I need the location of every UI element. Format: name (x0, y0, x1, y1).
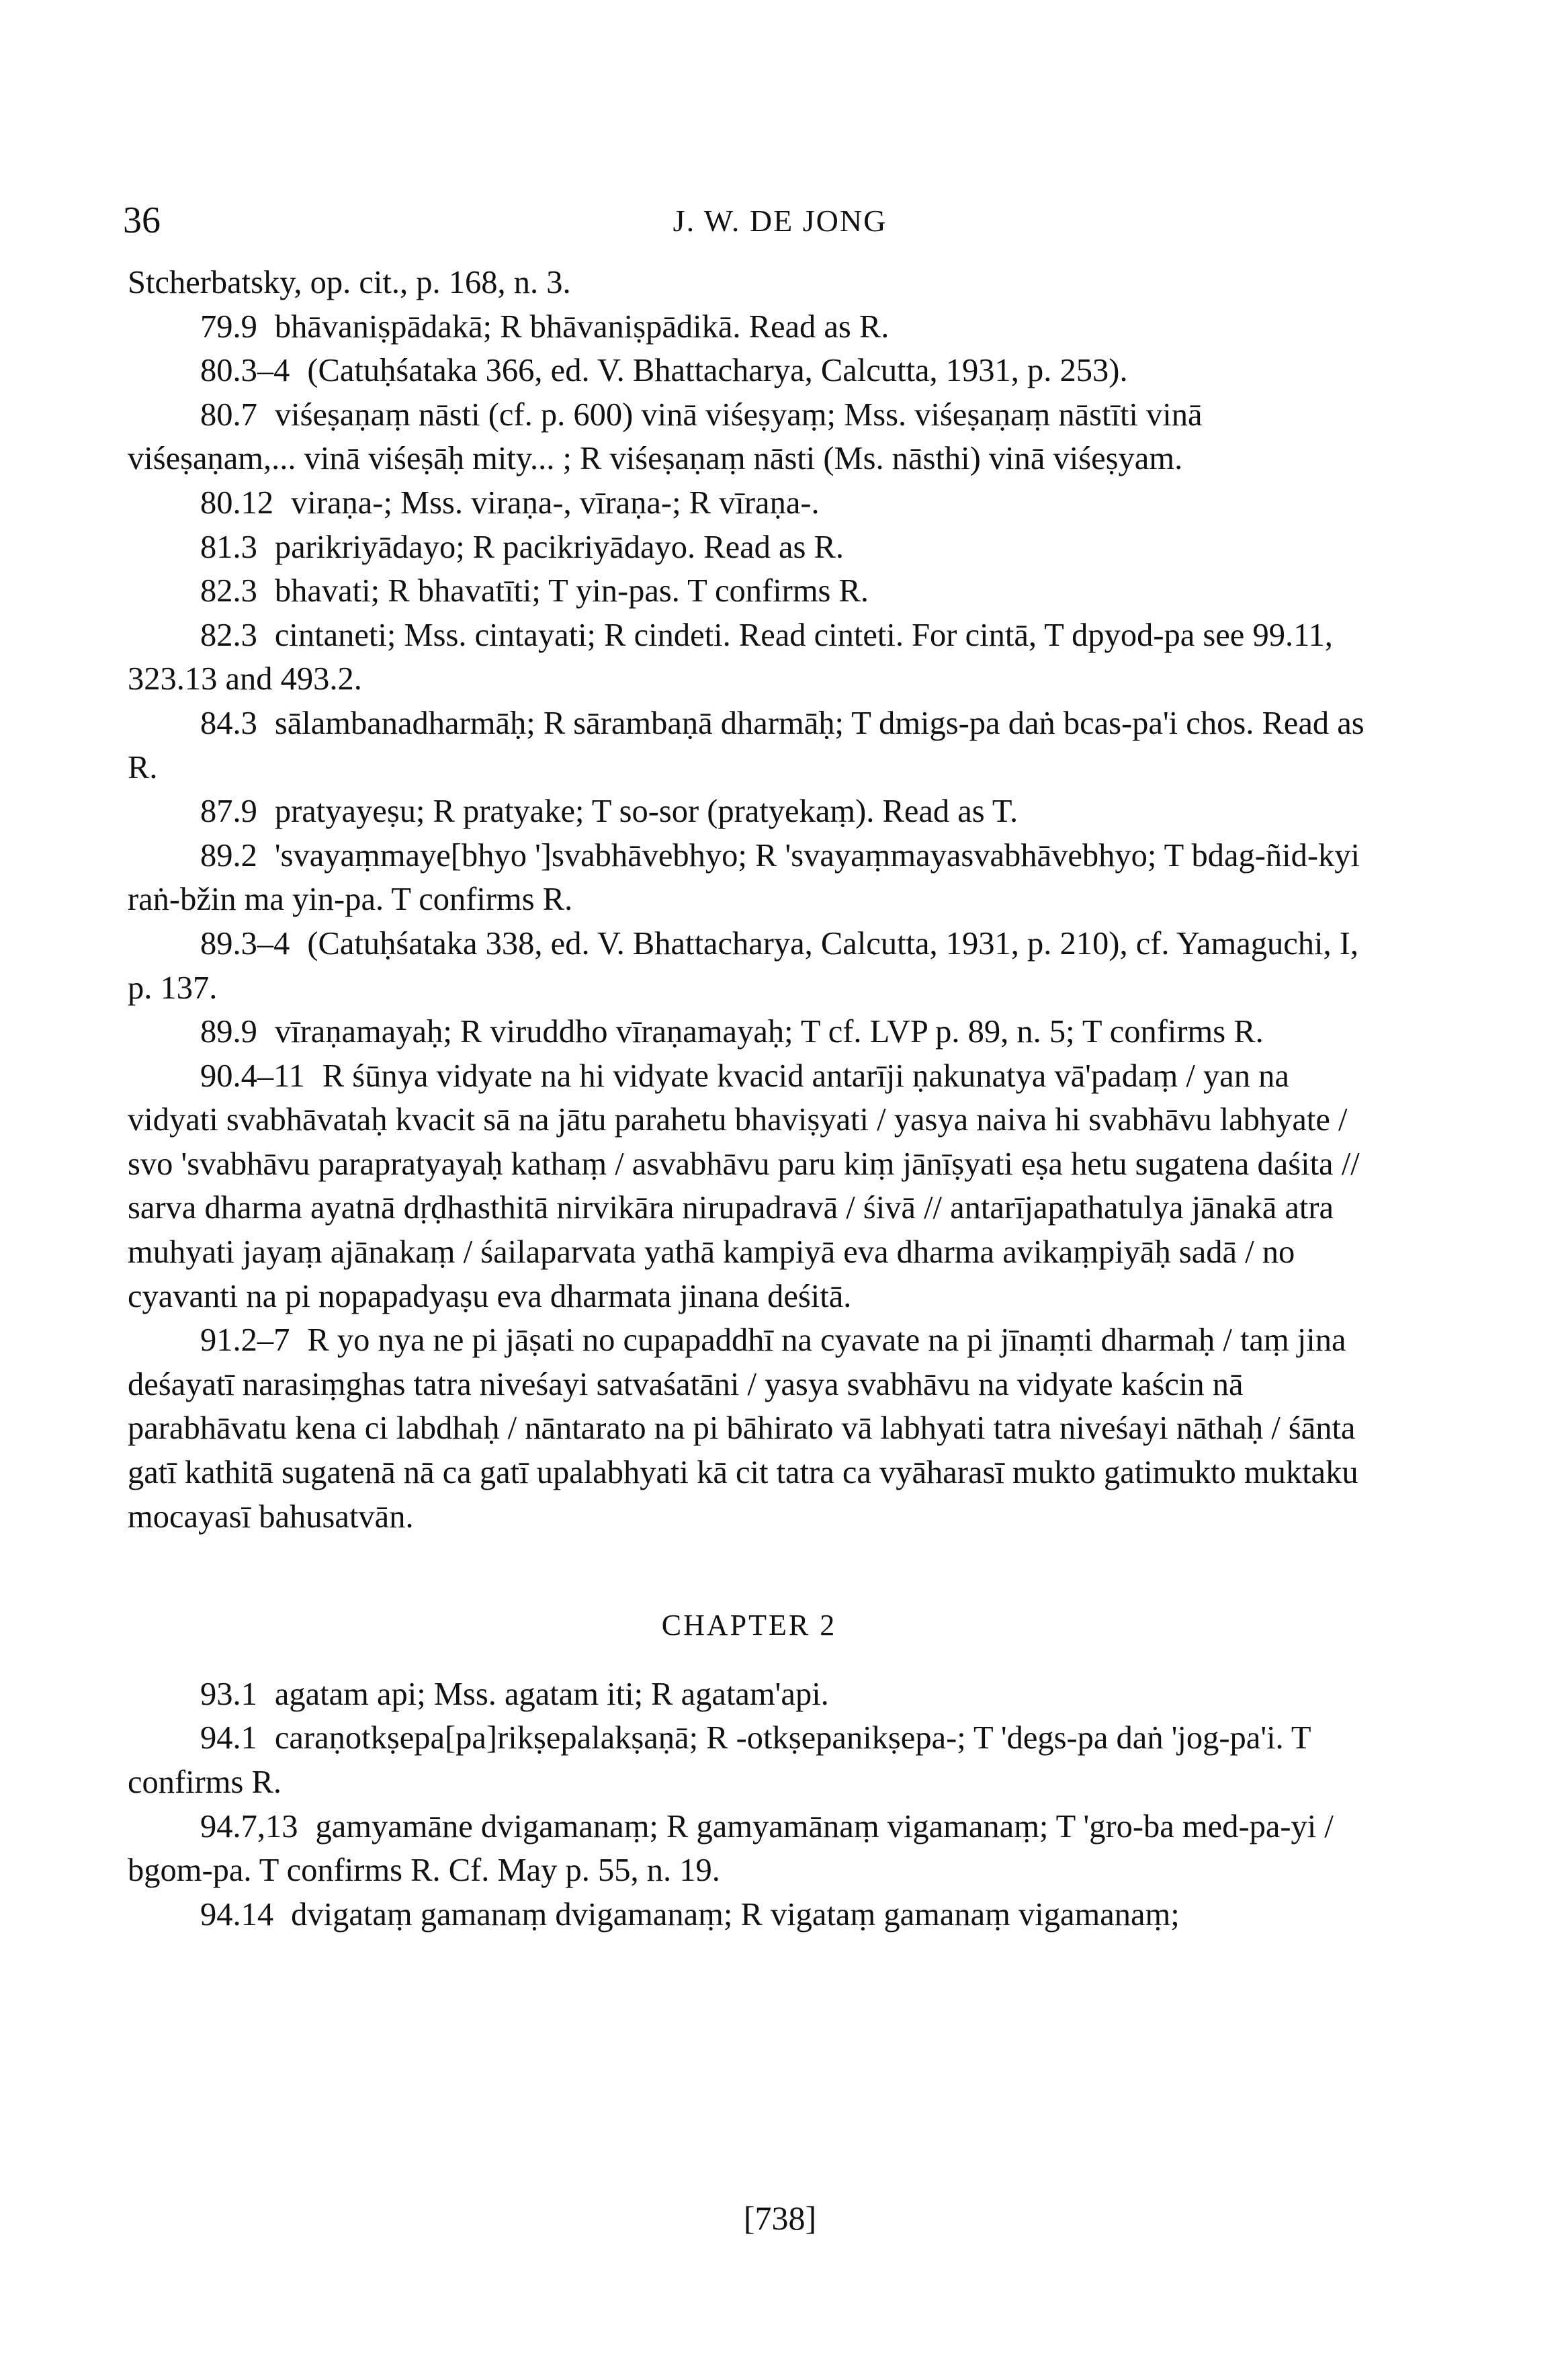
note-ref: 80.12 (200, 484, 274, 521)
note-ref: 89.9 (200, 1014, 257, 1050)
page-header (0, 199, 1560, 246)
note-text: sālambanadharmāḥ; R sārambaṇā dharmāḥ; T dmigs-pa daṅ bcas-pa'i chos. Read as R. (128, 705, 1364, 785)
note (128, 1716, 1371, 1804)
note-ref: 80.3–4 (200, 353, 290, 389)
note-text: vīraṇamayaḥ; R viruddho vīraṇamayaḥ; T cf. LVP p. 89, n. 5; T confirms R. (274, 1014, 1264, 1050)
note (128, 525, 1371, 570)
note-ref: 89.2 (200, 837, 257, 874)
note-ref: 82.3 (200, 617, 257, 653)
note-text: bhāvaniṣpādakā; R bhāvaniṣpādikā. Read as R. (274, 308, 890, 345)
note (128, 569, 1371, 613)
note-text: 'svayaṃmaye[bhyo ']svabhāvebhyo; R 'svayaṃmayasvabhāvebhyo; T bdag-ñid-kyi raṅ-bžin ma yin-pa. T confirms R. (128, 837, 1360, 918)
note (128, 702, 1371, 790)
note-ref: 87.9 (200, 794, 257, 830)
note-text: R yo nya ne pi jāṣati no cupapaddhī na cyavate na pi jīnaṃti dharmaḥ / taṃ jina deśayatī narasiṃghas tatra niveśayi satvaśatāni / yasya svabhāvu na vidyate kaścin nā parabhāvatu kena ci labdhaḥ / nāntarato na pi bāhirato vā labhyati tatra niveśayi nāthaḥ / śānta gatī kathitā sugatenā nā ca gatī upalabhyati kā cit tatra ca vyāharasī mukto gatimukto muktaku mocayasī bahusatvān. (128, 1322, 1358, 1535)
note (128, 1893, 1371, 1937)
note-text: Stcherbatsky, op. cit., p. 168, n. 3. (128, 265, 571, 300)
note-ref: 79.9 (200, 308, 257, 345)
note-text: gamyamāne dvigamanaṃ; R gamyamānaṃ vigamanaṃ; T 'gro-ba med-pa-yi / bgom-pa. T confirms R. Cf. May p. 55, n. 19. (128, 1808, 1334, 1889)
note-ref: 91.2–7 (200, 1322, 290, 1359)
chapter-heading: CHAPTER 2 (661, 1609, 837, 1642)
note (128, 393, 1371, 481)
note-ref: 84.3 (200, 705, 257, 741)
note (128, 481, 1371, 525)
note (128, 1672, 1371, 1717)
note (128, 349, 1371, 393)
note-ref: 94.7,13 (200, 1808, 298, 1844)
note-ref: 81.3 (200, 529, 257, 565)
note-text: dvigataṃ gamanaṃ dvigamanaṃ; R vigataṃ gamanaṃ vigamanaṃ; (291, 1896, 1180, 1932)
note-text: cintaneti; Mss. cintayati; R cindeti. Read cinteti. For cintā, T dpyod-pa see 99.11, 323.13 and 493.2. (128, 617, 1333, 697)
note (128, 613, 1371, 702)
note-text: R śūnya vidyate na hi vidyate kvacid antarīji ṇakunatya vā'padaṃ / yan na vidyati svabhāvataḥ kvacit sā na jātu parahetu bhaviṣyati / yasya naiva hi svabhāvu labhyate / svo 'svabhāvu parapratyayaḥ kathaṃ / asvabhāvu paru kiṃ jānīṣyati eṣa hetu sugatena daśita // sarva dharma ayatnā dṛḍhasthitā nirvikāra nirupadravā / śivā // antarījapathatulya jānakā atra muhyati jayaṃ ajānakaṃ / śailaparvata yathā kampiyā eva dharma avikaṃpiyāḥ sadā / no cyavanti na pi nopapadyaṣu eva dharmata jinana deśitā. (128, 1058, 1360, 1314)
note (128, 1054, 1371, 1319)
note-ref: 93.1 (200, 1676, 257, 1712)
folio-number: [738] (743, 2199, 817, 2237)
body-text (128, 261, 1371, 1937)
note (128, 1805, 1371, 1893)
note-text: viraṇa-; Mss. viraṇa-, vīraṇa-; R vīraṇa-. (291, 484, 820, 521)
running-title: J. W. DE JONG (673, 204, 887, 238)
note-text: (Catuḥśataka 338, ed. V. Bhattacharya, Calcutta, 1931, p. 210), cf. Yamaguchi, I, p. 137. (128, 925, 1359, 1006)
note (128, 305, 1371, 349)
note-text: viśeṣaṇaṃ nāsti (cf. p. 600) vinā viśeṣyaṃ; Mss. viśeṣaṇaṃ nāstīti vinā viśeṣaṇam,... vinā viśeṣāḥ mity... ; R viśeṣaṇaṃ nāsti (Ms. nāsthi) vinā viśeṣyam. (128, 396, 1203, 477)
note-text: agatam api; Mss. agatam iti; R agatam'api. (274, 1676, 829, 1712)
note-text: pratyayeṣu; R pratyake; T so-sor (pratyekaṃ). Read as T. (274, 794, 1019, 830)
note-text: bhavati; R bhavatīti; T yin-pas. T confirms R. (274, 573, 869, 609)
note-ref: 94.1 (200, 1720, 257, 1756)
note (128, 922, 1371, 1010)
note-text: parikriyādayo; R pacikriyādayo. Read as R. (274, 529, 844, 565)
note (128, 834, 1371, 922)
note (128, 1318, 1371, 1539)
note (128, 1010, 1371, 1054)
note-ref: 94.14 (200, 1896, 274, 1932)
note-ref: 80.7 (200, 396, 257, 433)
page-number: 36 (123, 200, 161, 241)
note-text: caraṇotkṣepa[pa]rikṣepalakṣaṇā; R -otkṣepanikṣepa-; T 'degs-pa daṅ 'jog-pa'i. T confirms R. (128, 1720, 1311, 1800)
note-ref: 89.3–4 (200, 925, 290, 962)
note (128, 790, 1371, 834)
note-ref: 82.3 (200, 573, 257, 609)
note (128, 261, 1371, 305)
note-ref: 90.4–11 (200, 1058, 305, 1094)
note-text: (Catuḥśataka 366, ed. V. Bhattacharya, Calcutta, 1931, p. 253). (307, 353, 1128, 389)
